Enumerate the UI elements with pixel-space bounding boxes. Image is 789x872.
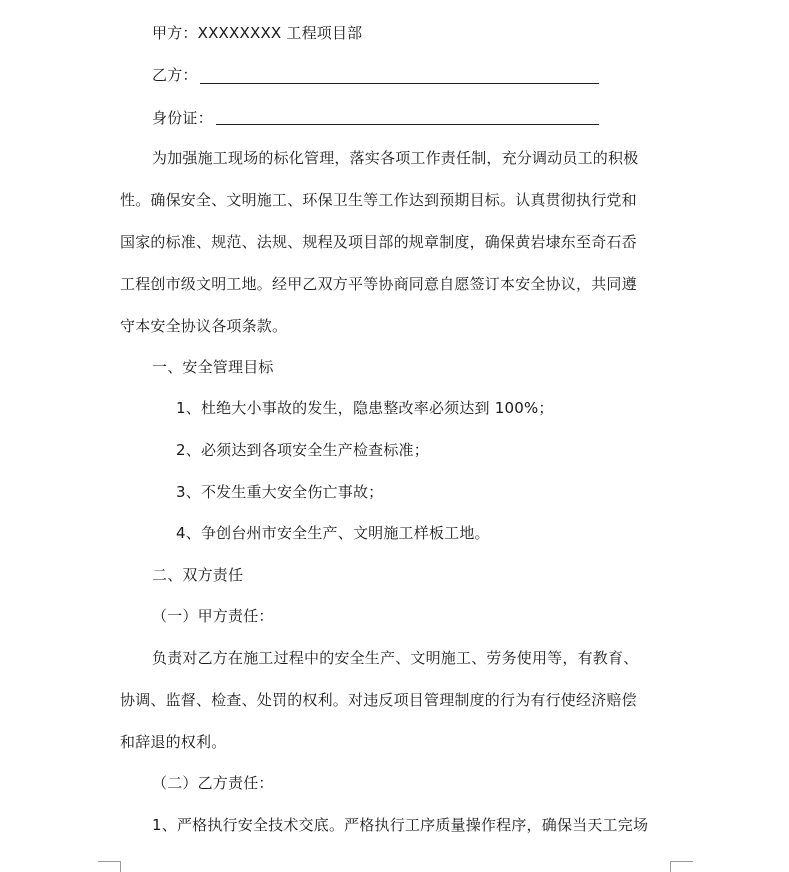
- page-corner-mark-left: [98, 861, 121, 872]
- id-label: 身份证：: [152, 109, 213, 127]
- party-b-duty-title: （二）乙方责任：: [152, 774, 274, 792]
- intro-line-5: 守本安全协议各项条款。: [120, 317, 288, 335]
- party-a-duty-line-1: 负责对乙方在施工过程中的安全生产、文明施工、劳务使用等，有教育、: [152, 649, 639, 667]
- party-b-duty-line-1: 1、严格执行安全技术交底。严格执行工序质量操作程序，确保当天工完场: [152, 816, 649, 834]
- party-a-duty-title: （一）甲方责任：: [152, 607, 274, 625]
- page-corner-mark-right: [670, 861, 693, 872]
- party-a-duty-line-2: 协调、监督、检查、处罚的权利。对违反项目管理制度的行为有行使经济赔偿: [120, 691, 637, 709]
- section1-item-1: 1、杜绝大小事故的发生，隐患整改率必须达到 100%；: [176, 399, 554, 417]
- id-underline: [216, 124, 599, 125]
- section1-item-3: 3、不发生重大安全伤亡事故；: [176, 483, 384, 501]
- section2-title: 二、双方责任: [152, 566, 244, 584]
- party-a-duty-line-3: 和辞退的权利。: [120, 733, 227, 751]
- intro-line-1: 为加强施工现场的标化管理，落实各项工作责任制，充分调动员工的积极: [152, 149, 639, 167]
- section1-item-2: 2、必须达到各项安全生产检查标准；: [176, 441, 429, 459]
- intro-line-2: 性。确保安全、文明施工、环保卫生等工作达到预期目标。认真贯彻执行党和: [120, 191, 637, 209]
- party-b-label: 乙方：: [152, 66, 198, 84]
- party-a-line: 甲方：XXXXXXXX 工程项目部: [152, 24, 363, 42]
- party-b-underline: [200, 83, 599, 84]
- intro-line-3: 国家的标准、规范、法规、规程及项目部的规章制度，确保黄岩埭东至奇石岙: [120, 233, 637, 251]
- section1-item-4: 4、争创台州市安全生产、文明施工样板工地。: [176, 524, 490, 542]
- section1-title: 一、安全管理目标: [152, 358, 274, 376]
- intro-line-4: 工程创市级文明工地。经甲乙双方平等协商同意自愿签订本安全协议，共同遵: [120, 275, 637, 293]
